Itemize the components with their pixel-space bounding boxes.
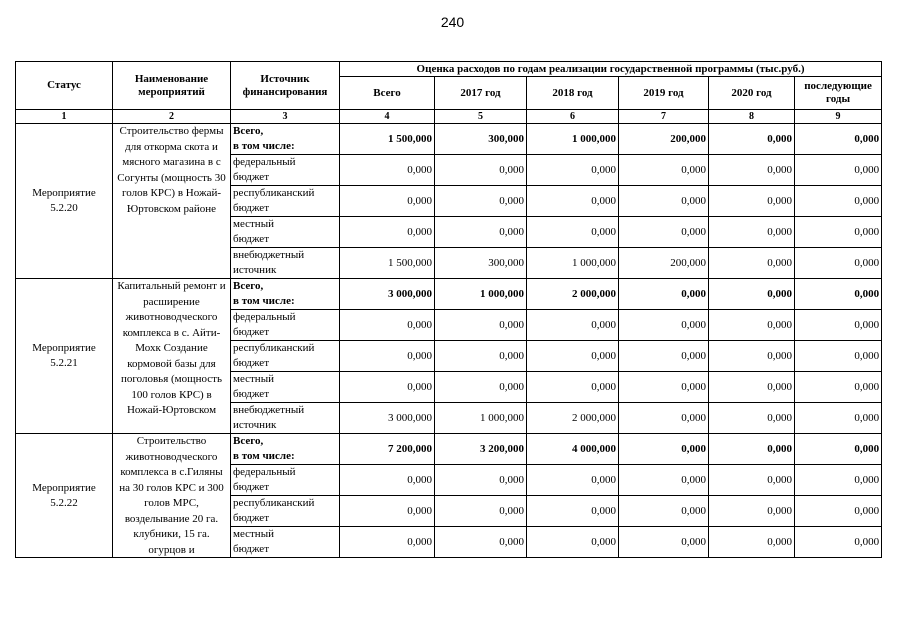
funding-source: внебюджетный источник xyxy=(231,248,340,279)
amount-cell: 0,000 xyxy=(709,217,795,248)
budget-table xyxy=(15,61,882,558)
column-number: 3 xyxy=(231,110,340,124)
amount-cell: 3 000,000 xyxy=(340,403,435,434)
amount-cell: 0,000 xyxy=(795,372,882,403)
amount-cell: 0,000 xyxy=(527,310,619,341)
amount-cell: 0,000 xyxy=(619,310,709,341)
amount-cell: 0,000 xyxy=(619,341,709,372)
amount-cell: 0,000 xyxy=(527,155,619,186)
amount-cell: 0,000 xyxy=(795,155,882,186)
column-number: 2 xyxy=(113,110,231,124)
amount-cell: 0,000 xyxy=(795,434,882,465)
funding-source: местный бюджет xyxy=(231,372,340,403)
event-name: Строительство животноводческого комплекса в с.Гиляны на 30 голов КРС и 300 голов МРС, возделывание 20 га. клубники, 15 га. огурцов и xyxy=(119,435,224,556)
table-body xyxy=(16,124,882,558)
amount-cell: 0,000 xyxy=(527,496,619,527)
amount-cell: 0,000 xyxy=(795,217,882,248)
amount-cell: 0,000 xyxy=(709,248,795,279)
header-2018: 2018 год xyxy=(527,77,619,110)
amount-cell: 3 000,000 xyxy=(340,279,435,310)
amount-cell: 0,000 xyxy=(527,186,619,217)
amount-cell: 0,000 xyxy=(709,279,795,310)
header-later-years: последующие годы xyxy=(795,77,882,110)
amount-cell: 1 500,000 xyxy=(340,124,435,155)
amount-cell: 3 200,000 xyxy=(435,434,527,465)
column-number-row xyxy=(16,110,882,124)
amount-cell: 0,000 xyxy=(619,465,709,496)
event-name: Строительство фермы для откорма скота и мясного магазина в с Согунты (мощность 30 голов КРС) в Ножай-Юртовском районе xyxy=(117,125,226,215)
amount-cell: 0,000 xyxy=(795,248,882,279)
amount-cell: 0,000 xyxy=(795,496,882,527)
amount-cell: 0,000 xyxy=(435,527,527,558)
amount-cell: 0,000 xyxy=(795,527,882,558)
column-number: 1 xyxy=(16,110,113,124)
amount-cell: 0,000 xyxy=(340,310,435,341)
amount-cell: 0,000 xyxy=(709,434,795,465)
amount-cell: 0,000 xyxy=(340,155,435,186)
header-estimate: Оценка расходов по годам реализации государственной программы (тыс.руб.) xyxy=(340,62,882,77)
amount-cell: 0,000 xyxy=(340,527,435,558)
amount-cell: 0,000 xyxy=(709,155,795,186)
funding-source: республиканский бюджет xyxy=(231,186,340,217)
column-number: 7 xyxy=(619,110,709,124)
table-row xyxy=(16,124,882,155)
amount-cell: 0,000 xyxy=(435,372,527,403)
amount-cell: 0,000 xyxy=(709,496,795,527)
amount-cell: 0,000 xyxy=(619,217,709,248)
event-name-cell xyxy=(113,279,231,434)
amount-cell: 200,000 xyxy=(619,248,709,279)
table-row xyxy=(16,434,882,465)
amount-cell: 1 000,000 xyxy=(435,403,527,434)
amount-cell: 0,000 xyxy=(435,341,527,372)
event-status: Мероприятие 5.2.20 xyxy=(16,124,113,279)
table-row xyxy=(16,279,882,310)
amount-cell: 0,000 xyxy=(709,124,795,155)
amount-cell: 0,000 xyxy=(340,186,435,217)
funding-source: внебюджетный источник xyxy=(231,403,340,434)
amount-cell: 0,000 xyxy=(619,372,709,403)
header-event: Наименование мероприятий xyxy=(113,62,231,110)
amount-cell: 0,000 xyxy=(340,341,435,372)
amount-cell: 0,000 xyxy=(619,155,709,186)
amount-cell: 0,000 xyxy=(709,310,795,341)
amount-cell: 200,000 xyxy=(619,124,709,155)
amount-cell: 0,000 xyxy=(619,434,709,465)
funding-source: республиканский бюджет xyxy=(231,341,340,372)
column-number: 6 xyxy=(527,110,619,124)
amount-cell: 0,000 xyxy=(340,496,435,527)
amount-cell: 0,000 xyxy=(435,310,527,341)
funding-source: Всего, в том числе: xyxy=(231,279,340,310)
amount-cell: 0,000 xyxy=(709,403,795,434)
amount-cell: 4 000,000 xyxy=(527,434,619,465)
amount-cell: 0,000 xyxy=(527,465,619,496)
funding-source: Всего, в том числе: xyxy=(231,434,340,465)
funding-source: федеральный бюджет xyxy=(231,310,340,341)
funding-source: Всего, в том числе: xyxy=(231,124,340,155)
event-status: Мероприятие 5.2.21 xyxy=(16,279,113,434)
amount-cell: 0,000 xyxy=(527,372,619,403)
amount-cell: 0,000 xyxy=(340,465,435,496)
amount-cell: 0,000 xyxy=(619,186,709,217)
amount-cell: 0,000 xyxy=(709,186,795,217)
funding-source: местный бюджет xyxy=(231,217,340,248)
amount-cell: 0,000 xyxy=(709,341,795,372)
funding-source: федеральный бюджет xyxy=(231,465,340,496)
amount-cell: 0,000 xyxy=(435,465,527,496)
event-name-cell xyxy=(113,124,231,279)
amount-cell: 0,000 xyxy=(619,403,709,434)
amount-cell: 0,000 xyxy=(527,217,619,248)
column-number: 4 xyxy=(340,110,435,124)
amount-cell: 0,000 xyxy=(795,465,882,496)
header-source: Источник финансирования xyxy=(231,62,340,110)
column-number: 5 xyxy=(435,110,527,124)
amount-cell: 0,000 xyxy=(340,372,435,403)
amount-cell: 0,000 xyxy=(795,403,882,434)
header-total: Всего xyxy=(340,77,435,110)
amount-cell: 0,000 xyxy=(619,279,709,310)
amount-cell: 0,000 xyxy=(435,186,527,217)
amount-cell: 0,000 xyxy=(795,279,882,310)
amount-cell: 7 200,000 xyxy=(340,434,435,465)
amount-cell: 0,000 xyxy=(435,155,527,186)
event-name-cell xyxy=(113,434,231,558)
amount-cell: 0,000 xyxy=(795,310,882,341)
amount-cell: 0,000 xyxy=(709,372,795,403)
page-number: 240 xyxy=(440,14,465,30)
amount-cell: 300,000 xyxy=(435,248,527,279)
amount-cell: 300,000 xyxy=(435,124,527,155)
header-status: Статус xyxy=(16,62,113,110)
amount-cell: 1 500,000 xyxy=(340,248,435,279)
header-2017: 2017 год xyxy=(435,77,527,110)
header-2019: 2019 год xyxy=(619,77,709,110)
amount-cell: 1 000,000 xyxy=(435,279,527,310)
column-number: 9 xyxy=(795,110,882,124)
amount-cell: 0,000 xyxy=(435,217,527,248)
amount-cell: 0,000 xyxy=(435,496,527,527)
event-status: Мероприятие 5.2.22 xyxy=(16,434,113,558)
amount-cell: 0,000 xyxy=(527,341,619,372)
funding-source: местный бюджет xyxy=(231,527,340,558)
amount-cell: 0,000 xyxy=(619,496,709,527)
amount-cell: 0,000 xyxy=(340,217,435,248)
amount-cell: 1 000,000 xyxy=(527,124,619,155)
amount-cell: 2 000,000 xyxy=(527,403,619,434)
funding-source: федеральный бюджет xyxy=(231,155,340,186)
amount-cell: 0,000 xyxy=(709,465,795,496)
amount-cell: 0,000 xyxy=(619,527,709,558)
amount-cell: 0,000 xyxy=(795,124,882,155)
funding-source: республиканский бюджет xyxy=(231,496,340,527)
amount-cell: 0,000 xyxy=(527,527,619,558)
header-2020: 2020 год xyxy=(709,77,795,110)
amount-cell: 2 000,000 xyxy=(527,279,619,310)
column-number: 8 xyxy=(709,110,795,124)
event-name: Капитальный ремонт и расширение животноводческого комплекса в с. Айти-Мохк Создание кормовой базы для поголовья (мощность 100 голов КРС) в Ножай-Юртовском xyxy=(117,280,226,416)
amount-cell: 1 000,000 xyxy=(527,248,619,279)
amount-cell: 0,000 xyxy=(709,527,795,558)
amount-cell: 0,000 xyxy=(795,341,882,372)
amount-cell: 0,000 xyxy=(795,186,882,217)
